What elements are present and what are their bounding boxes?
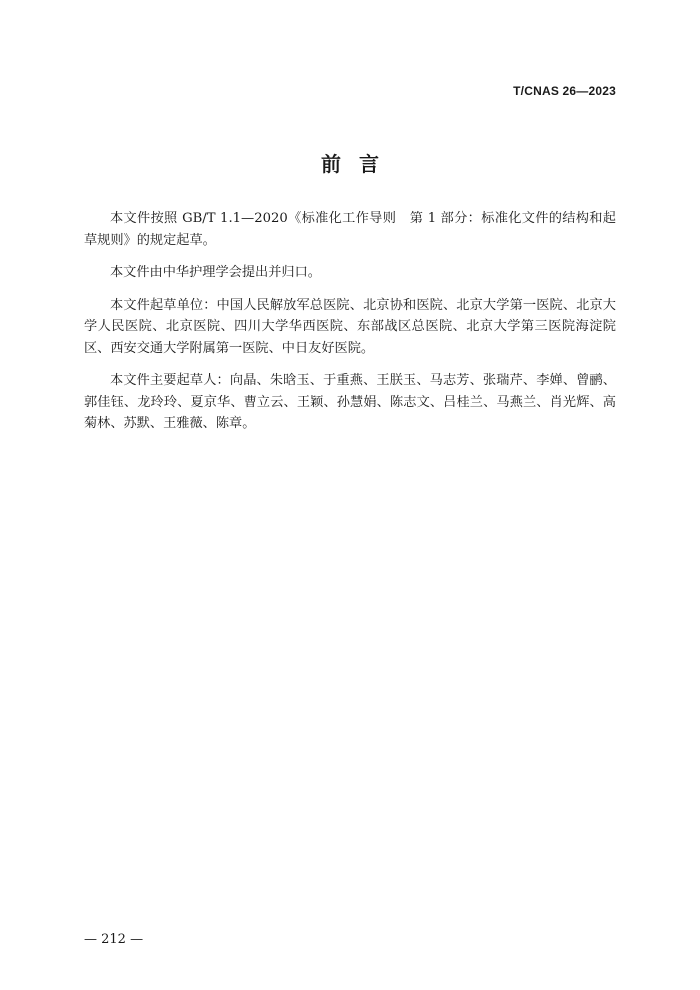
paragraph-drafting-rules: 本文件按照 GB/T 1.1—2020《标准化工作导则 第 1 部分：标准化文件的结构和起草规则》的规定起草。 (84, 211, 616, 248)
paragraph-proposer: 本文件由中华护理学会提出并归口。 (110, 265, 321, 280)
document-body (84, 208, 616, 446)
page-number: — 212 — (84, 932, 144, 947)
page-title: 前言 (321, 152, 397, 176)
paragraph-drafters: 本文件主要起草人：向晶、朱晗玉、于重燕、王朕玉、马志芳、张瑞芹、李婵、曾鹂、郭佳钰、龙玲玲、夏京华、曹立云、王颖、孙慧娟、陈志文、吕桂兰、马燕兰、肖光辉、高菊林、苏默、王雅薇、陈章。 (84, 373, 616, 431)
paragraph-drafting-units: 本文件起草单位：中国人民解放军总医院、北京协和医院、北京大学第一医院、北京大学人民医院、北京医院、四川大学华西医院、东部战区总医院、北京大学第三医院海淀院区、西安交通大学附属第一医院、中日友好医院。 (84, 297, 616, 356)
document-code: T/CNAS 26—2023 (513, 84, 616, 98)
